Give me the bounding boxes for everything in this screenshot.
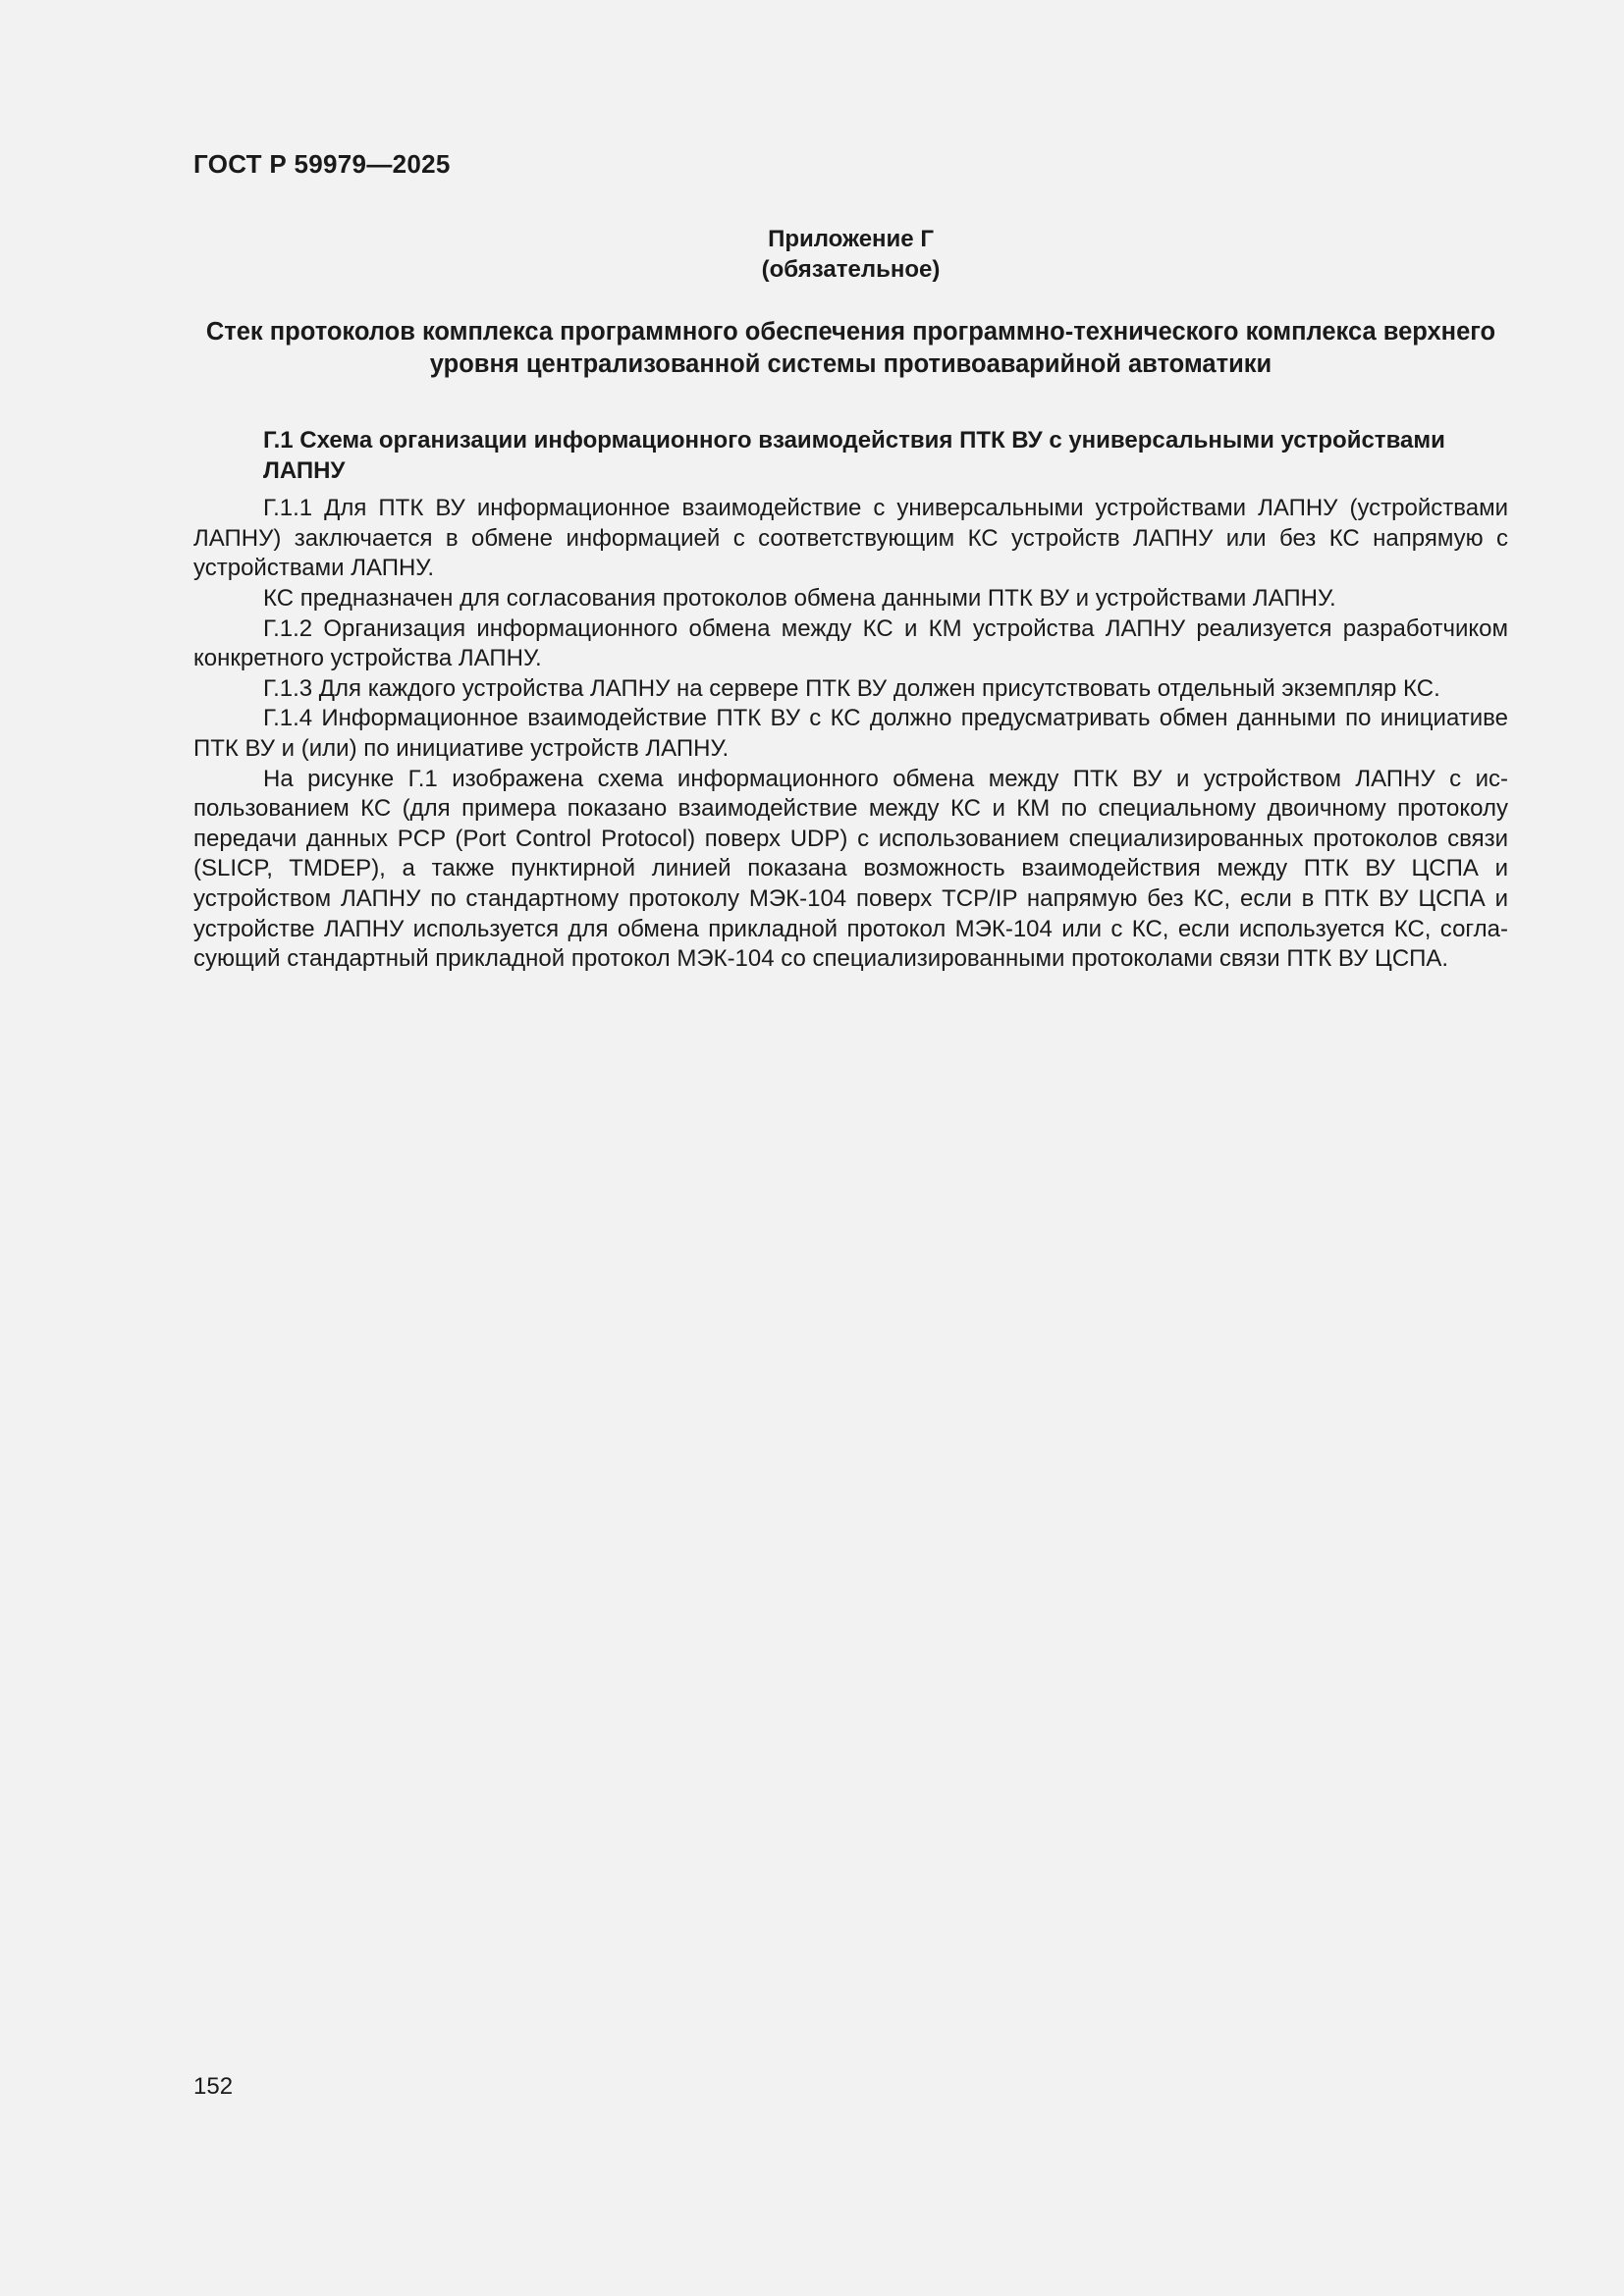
paragraph: Г.1.4 Информационное взаимодействие ПТК ВУ с КС должно предусматривать обмен данными по инициативе ПТК ВУ и (или) по инициативе устройств ЛАПНУ. [193,705,1508,762]
paragraph: КС предназначен для согласования протоколов обмена данными ПТК ВУ и устройствами ЛАПНУ. [263,584,1336,612]
paragraph: Г.1.3 Для каждого устройства ЛАПНУ на сервере ПТК ВУ должен присутствовать отдельный экземпляр КС. [263,674,1440,702]
paragraph: На рисунке Г.1 изображена схема информационного обмена между ПТК ВУ и устройством ЛАПНУ с использованием КС (для примера показано взаимодействие между КС и КМ по специальному двоичному протоколу передачи данных PCP (Port Control Protocol) поверх UDP) с использованием специализированных протоколов связи (SLICP, TMDEP), а также пунктирной линией показана возможность взаимодействия между ПТК ВУ ЦСПА и устройством ЛАПНУ по стандартному протоколу МЭК-104 поверх TCP/IP напрямую без КС, если в ПТК ВУ ЦСПА и устройстве ЛАПНУ используется для обмена прикладной протокол МЭК-104 или с КС, если используется КС, согласующий стандартный прикладной протокол МЭК-104 со специализированными протоколами связи ПТК ВУ ЦСПА. [193,765,1508,973]
appendix-title: Стек протоколов комплекса программного обеспечения программно-технического комплекса верхнего уровня централизованной системы противоаварийной автоматики [205,318,1496,378]
paragraph: Г.1.1 Для ПТК ВУ информационное взаимодействие с универсальными устройствами ЛАПНУ (устройствами ЛАПНУ) заключается в обмене информацией с соответствующим КС устройств ЛАПНУ или без КС напрямую с устройствами ЛАПНУ. [193,495,1508,582]
appendix-header [193,224,1508,285]
appendix-label: Приложение Г [768,226,934,252]
standard-code: ГОСТ Р 59979—2025 [193,149,451,179]
paragraph: Г.1.2 Организация информационного обмена между КС и КМ устройства ЛАПНУ реализуется разработчиком конкретного устройства ЛАПНУ. [193,614,1508,672]
section-heading: Г.1 Схема организации информационного взаимодействия ПТК ВУ с универсальными устройствами ЛАПНУ [263,427,1445,484]
section-content [193,426,1508,975]
page-number: 152 [193,2073,234,2100]
appendix-status: (обязательное) [761,256,941,283]
